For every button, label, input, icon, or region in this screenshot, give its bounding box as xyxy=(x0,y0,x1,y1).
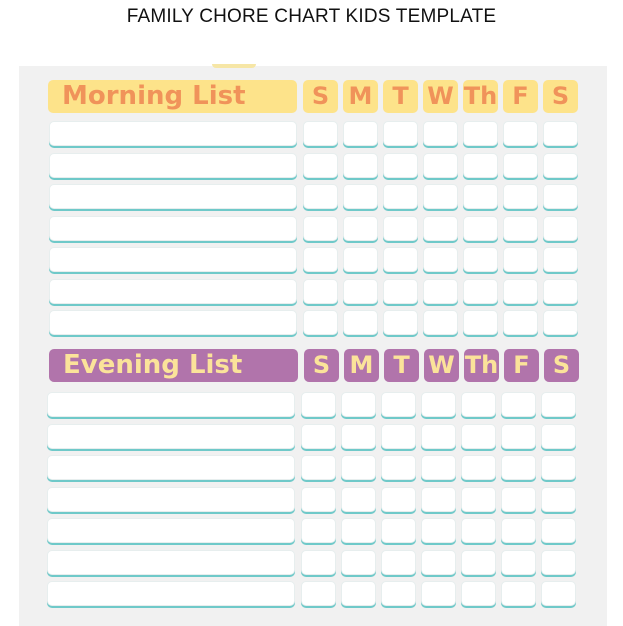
morning-day-monday: M xyxy=(343,80,378,113)
evening-checkbox-tuesday[interactable] xyxy=(381,550,416,575)
evening-checkbox-saturday[interactable] xyxy=(541,392,576,417)
evening-day-sunday: S xyxy=(304,349,339,382)
evening-checkbox-saturday[interactable] xyxy=(541,455,576,480)
evening-checkbox-thursday[interactable] xyxy=(461,455,496,480)
morning-checkbox-saturday[interactable] xyxy=(543,279,578,304)
evening-checkbox-sunday[interactable] xyxy=(301,518,336,543)
evening-checkbox-monday[interactable] xyxy=(341,581,376,606)
evening-checkbox-wednesday[interactable] xyxy=(421,455,456,480)
morning-checkbox-monday[interactable] xyxy=(343,279,378,304)
morning-checkbox-thursday[interactable] xyxy=(463,247,498,272)
evening-checkbox-friday[interactable] xyxy=(501,518,536,543)
morning-checkbox-saturday[interactable] xyxy=(543,184,578,209)
morning-list-heading: Morning List xyxy=(48,80,297,113)
morning-checkbox-tuesday[interactable] xyxy=(383,121,418,146)
evening-chore-field[interactable] xyxy=(47,487,295,512)
morning-checkbox-monday[interactable] xyxy=(343,184,378,209)
morning-day-sunday: S xyxy=(303,80,338,113)
evening-checkbox-monday[interactable] xyxy=(341,455,376,480)
morning-checkbox-wednesday[interactable] xyxy=(423,247,458,272)
morning-checkbox-wednesday[interactable] xyxy=(423,216,458,241)
evening-chore-field[interactable] xyxy=(47,455,295,480)
morning-checkbox-monday[interactable] xyxy=(343,121,378,146)
morning-checkbox-saturday[interactable] xyxy=(543,247,578,272)
morning-checkbox-sunday[interactable] xyxy=(303,310,338,335)
evening-checkbox-thursday[interactable] xyxy=(461,518,496,543)
evening-checkbox-monday[interactable] xyxy=(341,487,376,512)
morning-checkbox-friday[interactable] xyxy=(503,247,538,272)
morning-chore-field[interactable] xyxy=(49,247,297,272)
morning-checkbox-monday[interactable] xyxy=(343,153,378,178)
evening-checkbox-sunday[interactable] xyxy=(301,455,336,480)
evening-checkbox-wednesday[interactable] xyxy=(421,581,456,606)
evening-checkbox-sunday[interactable] xyxy=(301,487,336,512)
morning-checkbox-friday[interactable] xyxy=(503,184,538,209)
evening-chore-field[interactable] xyxy=(47,424,295,449)
evening-checkbox-wednesday[interactable] xyxy=(421,392,456,417)
evening-checkbox-tuesday[interactable] xyxy=(381,392,416,417)
morning-checkbox-sunday[interactable] xyxy=(303,216,338,241)
morning-chore-field[interactable] xyxy=(49,216,297,241)
morning-checkbox-wednesday[interactable] xyxy=(423,153,458,178)
morning-checkbox-wednesday[interactable] xyxy=(423,184,458,209)
evening-checkbox-friday[interactable] xyxy=(501,550,536,575)
morning-checkbox-friday[interactable] xyxy=(503,216,538,241)
evening-checkbox-thursday[interactable] xyxy=(461,487,496,512)
morning-chore-field[interactable] xyxy=(49,121,297,146)
evening-checkbox-saturday[interactable] xyxy=(541,581,576,606)
morning-checkbox-saturday[interactable] xyxy=(543,216,578,241)
evening-list-heading: Evening List xyxy=(49,349,298,382)
evening-checkbox-tuesday[interactable] xyxy=(381,581,416,606)
evening-chore-field[interactable] xyxy=(47,550,295,575)
morning-day-tuesday: T xyxy=(383,80,418,113)
morning-checkbox-sunday[interactable] xyxy=(303,121,338,146)
morning-checkbox-wednesday[interactable] xyxy=(423,121,458,146)
evening-chore-field[interactable] xyxy=(47,392,295,417)
morning-chore-field[interactable] xyxy=(49,153,297,178)
morning-checkbox-thursday[interactable] xyxy=(463,184,498,209)
morning-checkbox-thursday[interactable] xyxy=(463,121,498,146)
evening-checkbox-thursday[interactable] xyxy=(461,581,496,606)
evening-checkbox-monday[interactable] xyxy=(341,392,376,417)
morning-checkbox-tuesday[interactable] xyxy=(383,279,418,304)
evening-checkbox-saturday[interactable] xyxy=(541,487,576,512)
evening-checkbox-saturday[interactable] xyxy=(541,550,576,575)
morning-checkbox-friday[interactable] xyxy=(503,153,538,178)
morning-checkbox-sunday[interactable] xyxy=(303,153,338,178)
evening-checkbox-friday[interactable] xyxy=(501,455,536,480)
morning-checkbox-monday[interactable] xyxy=(343,310,378,335)
evening-checkbox-friday[interactable] xyxy=(501,487,536,512)
morning-checkbox-wednesday[interactable] xyxy=(423,279,458,304)
morning-checkbox-thursday[interactable] xyxy=(463,310,498,335)
evening-checkbox-monday[interactable] xyxy=(341,518,376,543)
morning-checkbox-sunday[interactable] xyxy=(303,247,338,272)
evening-checkbox-friday[interactable] xyxy=(501,424,536,449)
evening-checkbox-tuesday[interactable] xyxy=(381,455,416,480)
morning-checkbox-saturday[interactable] xyxy=(543,153,578,178)
morning-checkbox-thursday[interactable] xyxy=(463,279,498,304)
evening-checkbox-friday[interactable] xyxy=(501,392,536,417)
evening-chore-field[interactable] xyxy=(47,581,295,606)
morning-checkbox-sunday[interactable] xyxy=(303,184,338,209)
evening-checkbox-tuesday[interactable] xyxy=(381,424,416,449)
evening-day-monday: M xyxy=(344,349,379,382)
sheet-tab-decoration xyxy=(212,64,256,68)
evening-checkbox-wednesday[interactable] xyxy=(421,550,456,575)
evening-day-saturday: S xyxy=(544,349,579,382)
page-title: FAMILY CHORE CHART KIDS TEMPLATE xyxy=(126,6,497,27)
morning-checkbox-tuesday[interactable] xyxy=(383,153,418,178)
morning-checkbox-monday[interactable] xyxy=(343,216,378,241)
morning-checkbox-tuesday[interactable] xyxy=(383,310,418,335)
evening-checkbox-sunday[interactable] xyxy=(301,581,336,606)
morning-checkbox-tuesday[interactable] xyxy=(383,247,418,272)
morning-checkbox-sunday[interactable] xyxy=(303,279,338,304)
morning-checkbox-monday[interactable] xyxy=(343,247,378,272)
morning-checkbox-friday[interactable] xyxy=(503,279,538,304)
morning-checkbox-tuesday[interactable] xyxy=(383,216,418,241)
morning-checkbox-friday[interactable] xyxy=(503,121,538,146)
evening-checkbox-saturday[interactable] xyxy=(541,424,576,449)
morning-checkbox-friday[interactable] xyxy=(503,310,538,335)
evening-chore-field[interactable] xyxy=(47,518,295,543)
evening-day-wednesday: W xyxy=(424,349,459,382)
morning-checkbox-saturday[interactable] xyxy=(543,121,578,146)
morning-chore-field[interactable] xyxy=(49,279,297,304)
evening-checkbox-thursday[interactable] xyxy=(461,392,496,417)
evening-checkbox-sunday[interactable] xyxy=(301,392,336,417)
evening-checkbox-wednesday[interactable] xyxy=(421,487,456,512)
evening-checkbox-saturday[interactable] xyxy=(541,518,576,543)
morning-checkbox-tuesday[interactable] xyxy=(383,184,418,209)
morning-checkbox-saturday[interactable] xyxy=(543,310,578,335)
evening-day-friday: F xyxy=(504,349,539,382)
evening-day-thursday: Th xyxy=(464,349,499,382)
evening-checkbox-thursday[interactable] xyxy=(461,424,496,449)
morning-checkbox-thursday[interactable] xyxy=(463,153,498,178)
evening-checkbox-wednesday[interactable] xyxy=(421,518,456,543)
evening-checkbox-tuesday[interactable] xyxy=(381,487,416,512)
morning-day-saturday: S xyxy=(543,80,578,113)
evening-checkbox-friday[interactable] xyxy=(501,581,536,606)
morning-checkbox-thursday[interactable] xyxy=(463,216,498,241)
morning-chore-field[interactable] xyxy=(49,184,297,209)
evening-checkbox-wednesday[interactable] xyxy=(421,424,456,449)
evening-checkbox-thursday[interactable] xyxy=(461,550,496,575)
evening-checkbox-monday[interactable] xyxy=(341,550,376,575)
evening-day-tuesday: T xyxy=(384,349,419,382)
evening-checkbox-sunday[interactable] xyxy=(301,424,336,449)
morning-day-friday: F xyxy=(503,80,538,113)
morning-chore-field[interactable] xyxy=(49,310,297,335)
evening-checkbox-sunday[interactable] xyxy=(301,550,336,575)
evening-checkbox-monday[interactable] xyxy=(341,424,376,449)
morning-day-wednesday: W xyxy=(423,80,458,113)
morning-day-thursday: Th xyxy=(463,80,498,113)
morning-checkbox-wednesday[interactable] xyxy=(423,310,458,335)
evening-checkbox-tuesday[interactable] xyxy=(381,518,416,543)
